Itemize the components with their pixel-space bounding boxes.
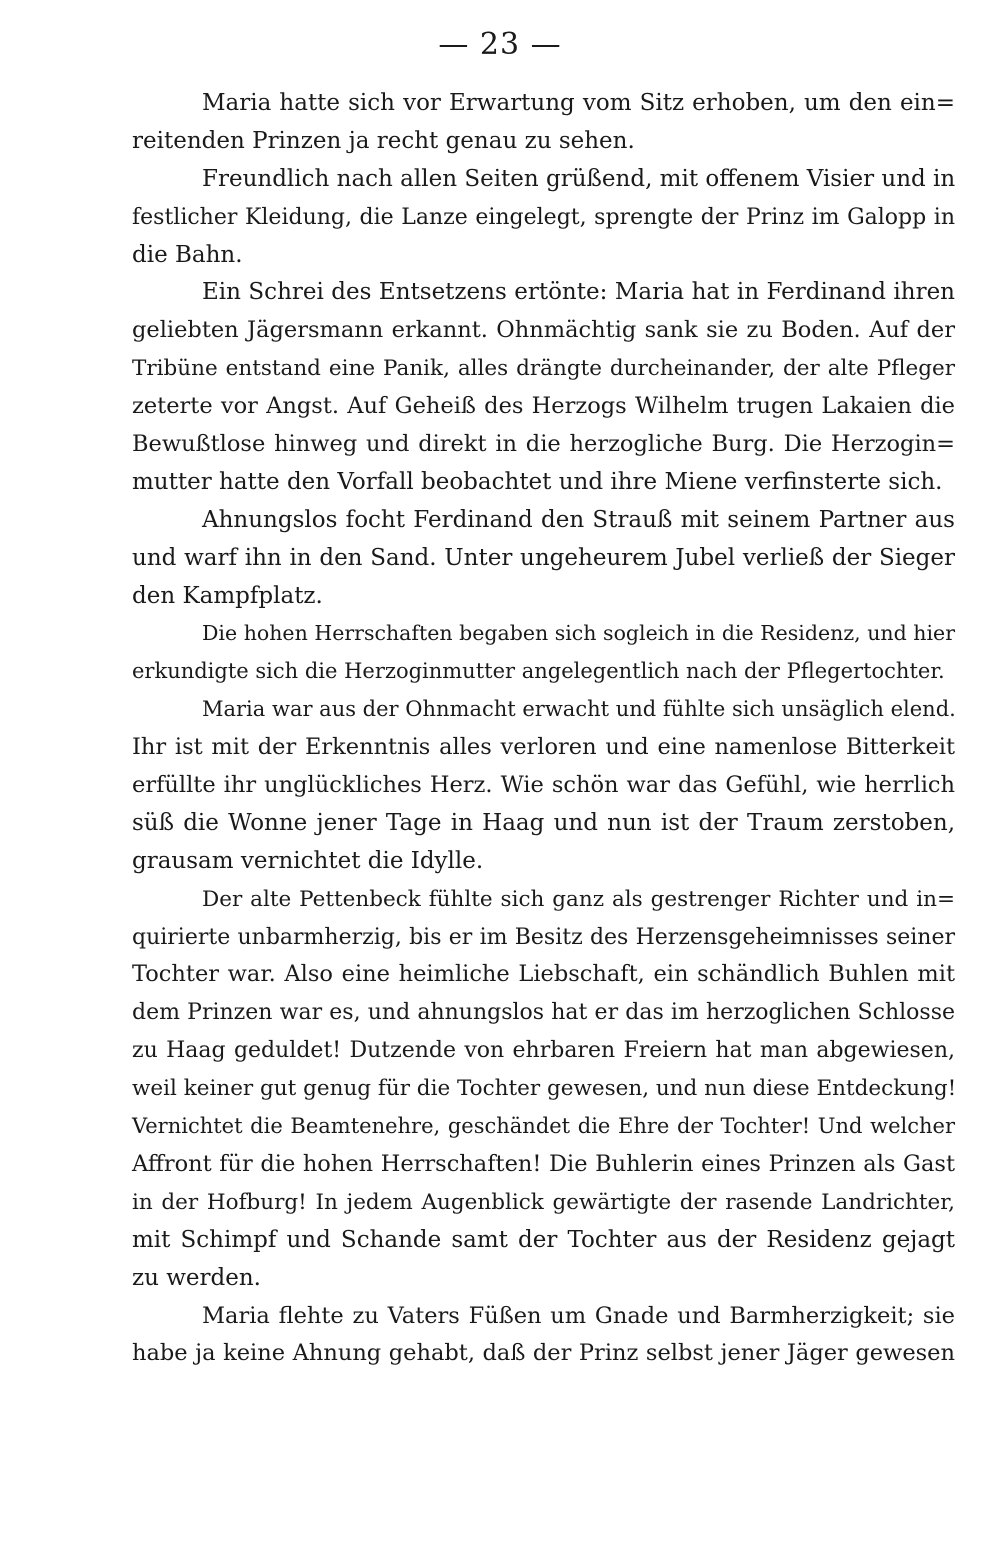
text-line: Ahnungslos focht Ferdinand den Strauß mit seinem Partner aus	[202, 506, 955, 533]
text-line: Maria hatte sich vor Erwartung vom Sitz erhoben, um den ein=	[202, 90, 955, 116]
text-line: habe ja keine Ahnung gehabt, daß der Prinz selbst jener Jäger gewesen	[132, 1340, 955, 1367]
text-line: Bewußtlose hinweg und direkt in die herzogliche Burg. Die Herzogin=	[132, 431, 955, 458]
text-line: Der alte Pettenbeck fühlte sich ganz als gestrenger Richter und in=	[202, 886, 955, 912]
text-line: zu werden.	[132, 1264, 261, 1291]
text-line: Maria flehte zu Vaters Füßen um Gnade und Barmherzigkeit; sie	[202, 1302, 955, 1329]
text-line: mutter hatte den Vorfall beobachtet und ihre Miene verfinsterte sich.	[132, 468, 943, 495]
text-line: den Kampfplatz.	[132, 582, 323, 609]
text-line: Maria war aus der Ohnmacht erwacht und fühlte sich unsäglich elend.	[202, 697, 956, 722]
text-line: und warf ihn in den Sand. Unter ungeheurem Jubel verließ der Sieger	[132, 544, 955, 571]
text-line: geliebten Jägersmann erkannt. Ohnmächtig sank sie zu Boden. Auf der	[132, 317, 955, 344]
text-line: Affront für die hohen Herrschaften! Die Buhlerin eines Prinzen als Gast	[132, 1150, 955, 1177]
text-line: zu Haag geduldet! Dutzende von ehrbaren Freiern hat man abgewiesen,	[132, 1038, 955, 1064]
text-line: mit Schimpf und Schande samt der Tochter aus der Residenz gejagt	[132, 1226, 955, 1253]
text-line: Ihr ist mit der Erkenntnis alles verloren und eine namenlose Bitterkeit	[132, 734, 955, 761]
text-line: festlicher Kleidung, die Lanze eingelegt, sprengte der Prinz im Galopp in	[132, 204, 955, 230]
text-line: dem Prinzen war es, und ahnungslos hat er das im herzoglichen Schlosse	[132, 1000, 955, 1026]
text-line: die Bahn.	[132, 241, 243, 268]
text-line: Ein Schrei des Entsetzens ertönte: Maria hat in Ferdinand ihren	[202, 279, 955, 306]
text-line: grausam vernichtet die Idylle.	[132, 847, 484, 874]
text-line: Freundlich nach allen Seiten grüßend, mit offenem Visier und in	[202, 165, 956, 192]
body-text	[132, 85, 955, 1373]
text-line: zeterte vor Angst. Auf Geheiß des Herzogs Wilhelm trugen Lakaien die	[132, 393, 955, 420]
text-line: in der Hofburg! In jedem Augenblick gewärtigte der rasende Landrichter,	[132, 1189, 955, 1215]
text-line: erfüllte ihr unglückliches Herz. Wie schön war das Gefühl, wie herrlich	[132, 772, 955, 799]
text-line: Tochter war. Also eine heimliche Liebschaft, ein schändlich Buhlen mit	[132, 961, 955, 988]
text-line: Vernichtet die Beamtenehre, geschändet die Ehre der Tochter! Und welcher	[132, 1114, 955, 1139]
page-number: — 23 —	[438, 27, 562, 62]
text-line: quirierte unbarmherzig, bis er im Besitz des Herzensgeheimnisses seiner	[132, 924, 955, 950]
text-line: Tribüne entstand eine Panik, alles drängte durcheinander, der alte Pfleger	[132, 356, 955, 382]
text-line: reitenden Prinzen ja recht genau zu sehen.	[132, 127, 635, 154]
text-line: weil keiner gut genug für die Tochter gewesen, und nun diese Entdeckung!	[132, 1076, 957, 1102]
text-line: süß die Wonne jener Tage in Haag und nun ist der Traum zerstoben,	[132, 809, 955, 836]
text-line: Die hohen Herrschaften begaben sich sogleich in die Residenz, und hier	[202, 621, 955, 646]
text-line: erkundigte sich die Herzoginmutter angelegentlich nach der Pflegertochter.	[132, 659, 945, 684]
